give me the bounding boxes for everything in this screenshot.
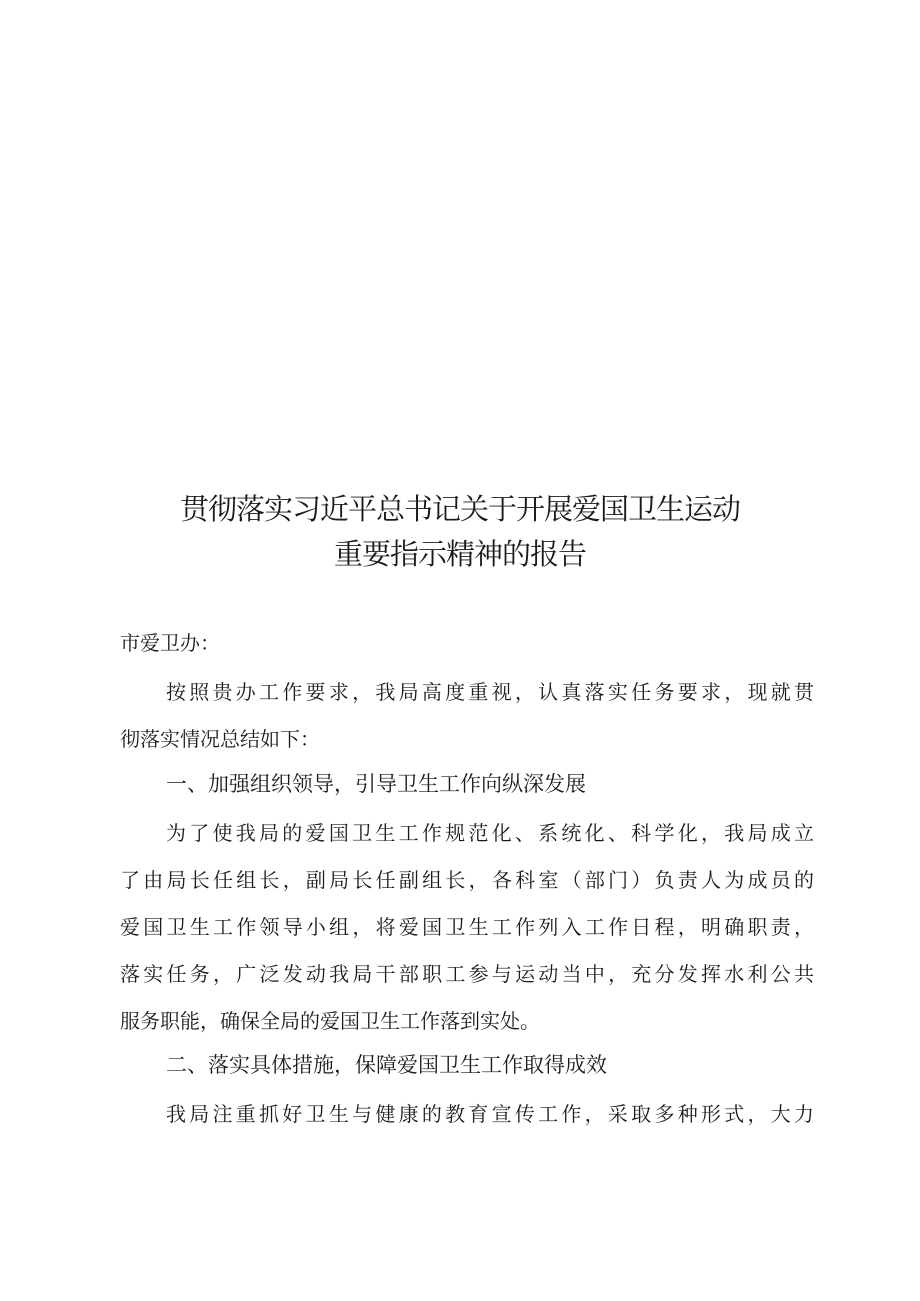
document-title-line-2: 重要指示精神的报告 [333,537,586,571]
section-1-line-4: 落实任务，广泛发动我局干部职工参与运动当中，充分发挥水利公共 [120,962,814,986]
intro-line-1: 按照贵办工作要求，我局高度重视，认真落实任务要求，现就贯 [166,680,814,704]
intro-line-2: 彻落实情况总结如下： [120,727,320,751]
section-1-line-5: 服务职能，确保全局的爱国卫生工作落到实处。 [120,1009,540,1033]
section-2-heading: 二、落实具体措施，保障爱国卫生工作取得成效 [166,1053,607,1077]
section-1-line-1: 为了使我局的爱国卫生工作规范化、系统化、科学化，我局成立 [166,821,814,845]
salutation: 市爱卫办： [120,631,220,655]
document-title-line-1: 贯彻落实习近平总书记关于开展爱国卫生运动 [179,492,740,526]
section-2-line-1: 我局注重抓好卫生与健康的教育宣传工作，采取多种形式，大力 [166,1102,814,1126]
section-1-line-2: 了由局长任组长，副局长任副组长，各科室（部门）负责人为成员的 [120,868,814,892]
section-1-heading: 一、加强组织领导，引导卫生工作向纵深发展 [166,772,586,796]
section-1-line-3: 爱国卫生工作领导小组，将爱国卫生工作列入工作日程，明确职责， [120,915,814,939]
